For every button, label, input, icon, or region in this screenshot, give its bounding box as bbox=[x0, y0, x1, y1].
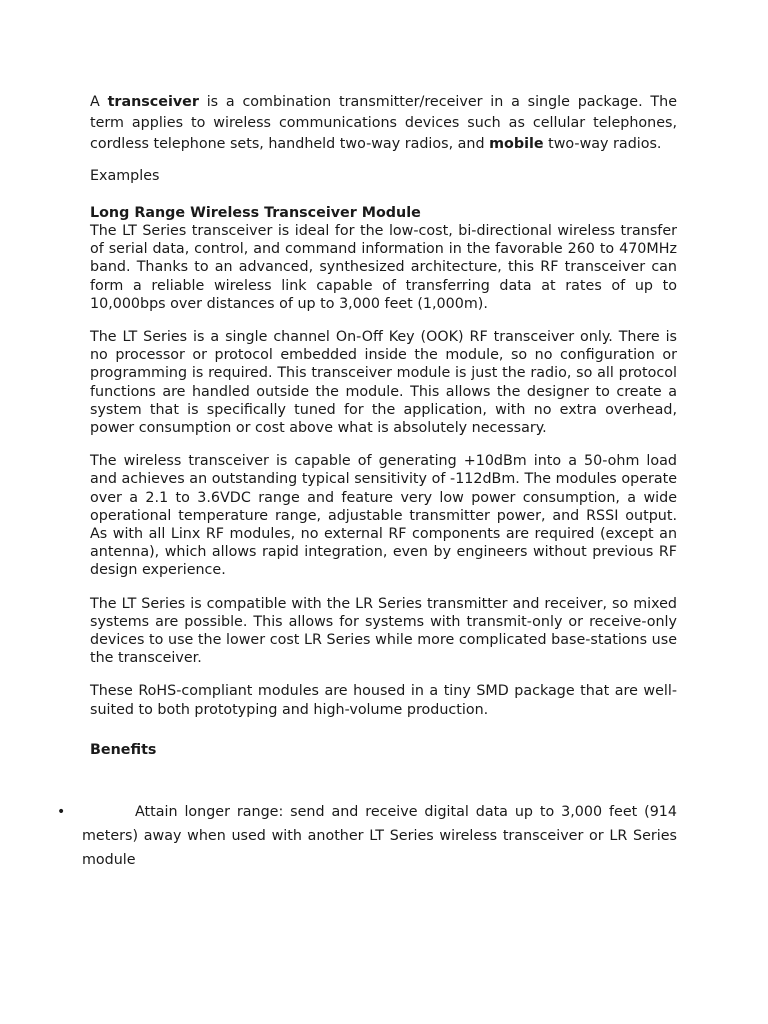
benefit-text: Attain longer range: send and receive digital data up to 3,000 feet (914 meters) away when used with another LT Series wireless transceiver or LR Series module bbox=[82, 804, 677, 868]
intro-text-post: two-way radios. bbox=[543, 136, 662, 152]
module-title: Long Range Wireless Transceiver Module bbox=[90, 205, 421, 221]
benefits-list bbox=[57, 800, 677, 872]
benefits-heading: Benefits bbox=[90, 741, 157, 758]
document-body bbox=[90, 92, 677, 759]
intro-term-mobile: mobile bbox=[489, 136, 544, 152]
intro-text-mid: is a combination transmitter/receiver in a single package. The term applies to wireless communications devices such as cellular telephones, cordless telephone sets, handheld two-way radios, and bbox=[90, 94, 677, 152]
body-paragraph-5: These RoHS-compliant modules are housed in a tiny SMD package that are well-suited to both prototyping and high-volume production. bbox=[90, 683, 677, 718]
body-paragraph-3: The wireless transceiver is capable of generating +10dBm into a 50-ohm load and achieves an outstanding typical sensitivity of -112dBm. The modules operate over a 2.1 to 3.6VDC range and feature very low power consumption, a wide operational temperature range, adjustable transmitter power, and RSSI output. As with all Linx RF modules, no external RF components are required (except an antenna), which allows rapid integration, even by engineers without previous RF design experience. bbox=[90, 453, 677, 579]
intro-text-pre: A bbox=[90, 94, 108, 110]
list-item bbox=[57, 800, 677, 872]
examples-label: Examples bbox=[90, 168, 160, 184]
intro-term-transceiver: transceiver bbox=[107, 94, 199, 110]
bullet-icon: • bbox=[57, 804, 66, 820]
intro-paragraph bbox=[90, 92, 677, 155]
body-paragraph-1: The LT Series transceiver is ideal for the low-cost, bi-directional wireless transfer of serial data, control, and command information in the favorable 260 to 470MHz band. Thanks to an advanced, synthesized architecture, this RF transceiver can form a reliable wireless link capable of transferring data at rates of up to 10,000bps over distances of up to 3,000 feet (1,000m). bbox=[90, 223, 677, 312]
body-paragraph-2: The LT Series is a single channel On-Off Key (OOK) RF transceiver only. There is no processor or protocol embedded inside the module, so no configuration or programming is required. This transceiver module is just the radio, so all protocol functions are handled outside the module. This allows the designer to create a system that is specifically tuned for the application, with no extra overhead, power consumption or cost above what is absolutely necessary. bbox=[90, 329, 677, 437]
body-paragraph-4: The LT Series is compatible with the LR Series transmitter and receiver, so mixed systems are possible. This allows for systems with transmit-only or receive-only devices to use the lower cost LR Series while more complicated base-stations use the transceiver. bbox=[90, 595, 677, 667]
